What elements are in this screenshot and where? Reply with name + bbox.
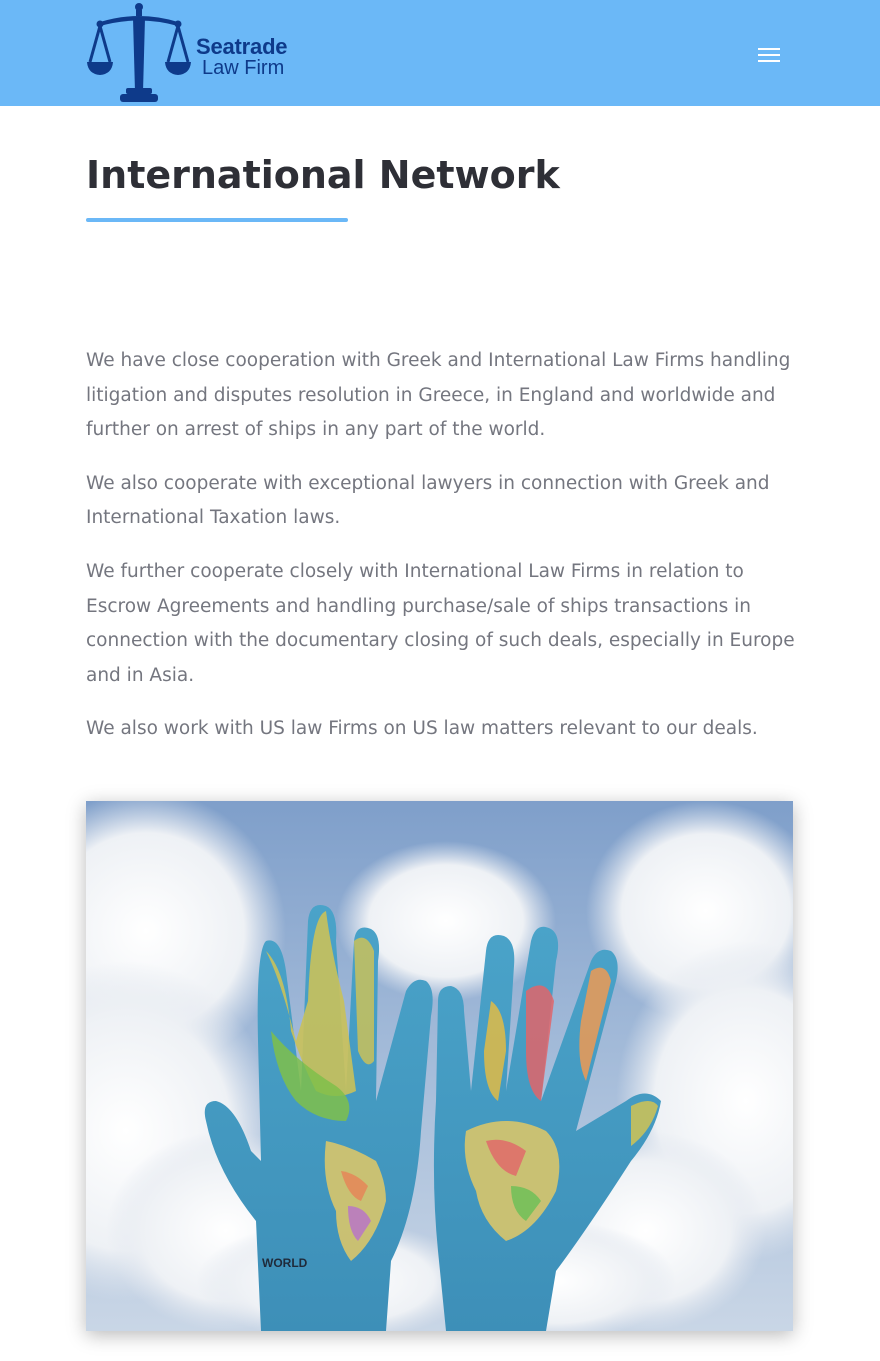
site-logo[interactable] xyxy=(86,0,306,106)
paragraph-litigation: We have close cooperation with Greek and International Law Firms handling litigation and disputes resolution in Greece, in England and worldwide and further on arrest of ships in any part of the world. xyxy=(86,350,791,441)
painted-world-label: WORLD xyxy=(262,1256,308,1270)
title-underline xyxy=(86,218,348,222)
paragraph-taxation: We also cooperate with exceptional lawyers in connection with Greek and International Taxation laws. xyxy=(86,472,770,529)
brand-name: Seatrade xyxy=(196,34,288,59)
world-hands-photo xyxy=(86,801,793,1331)
menu-bar-bottom xyxy=(758,60,780,62)
site-header xyxy=(0,0,880,106)
menu-bar-top xyxy=(758,48,780,50)
menu-bar-middle xyxy=(758,54,780,56)
paragraph-escrow: We further cooperate closely with International Law Firms in relation to Escrow Agreements and handling purchase/sale of ships transactions in connection with the documentary closing of such deals, especially in Europe and in Asia. xyxy=(86,560,795,686)
scales-of-justice-icon xyxy=(86,0,196,106)
page-title: International Network xyxy=(86,153,560,197)
brand-subtitle: Law Firm xyxy=(202,57,285,79)
hamburger-menu-icon[interactable] xyxy=(756,44,782,66)
paragraph-us-law: We also work with US law Firms on US law matters relevant to our deals. xyxy=(86,718,758,740)
content-body xyxy=(86,344,798,766)
